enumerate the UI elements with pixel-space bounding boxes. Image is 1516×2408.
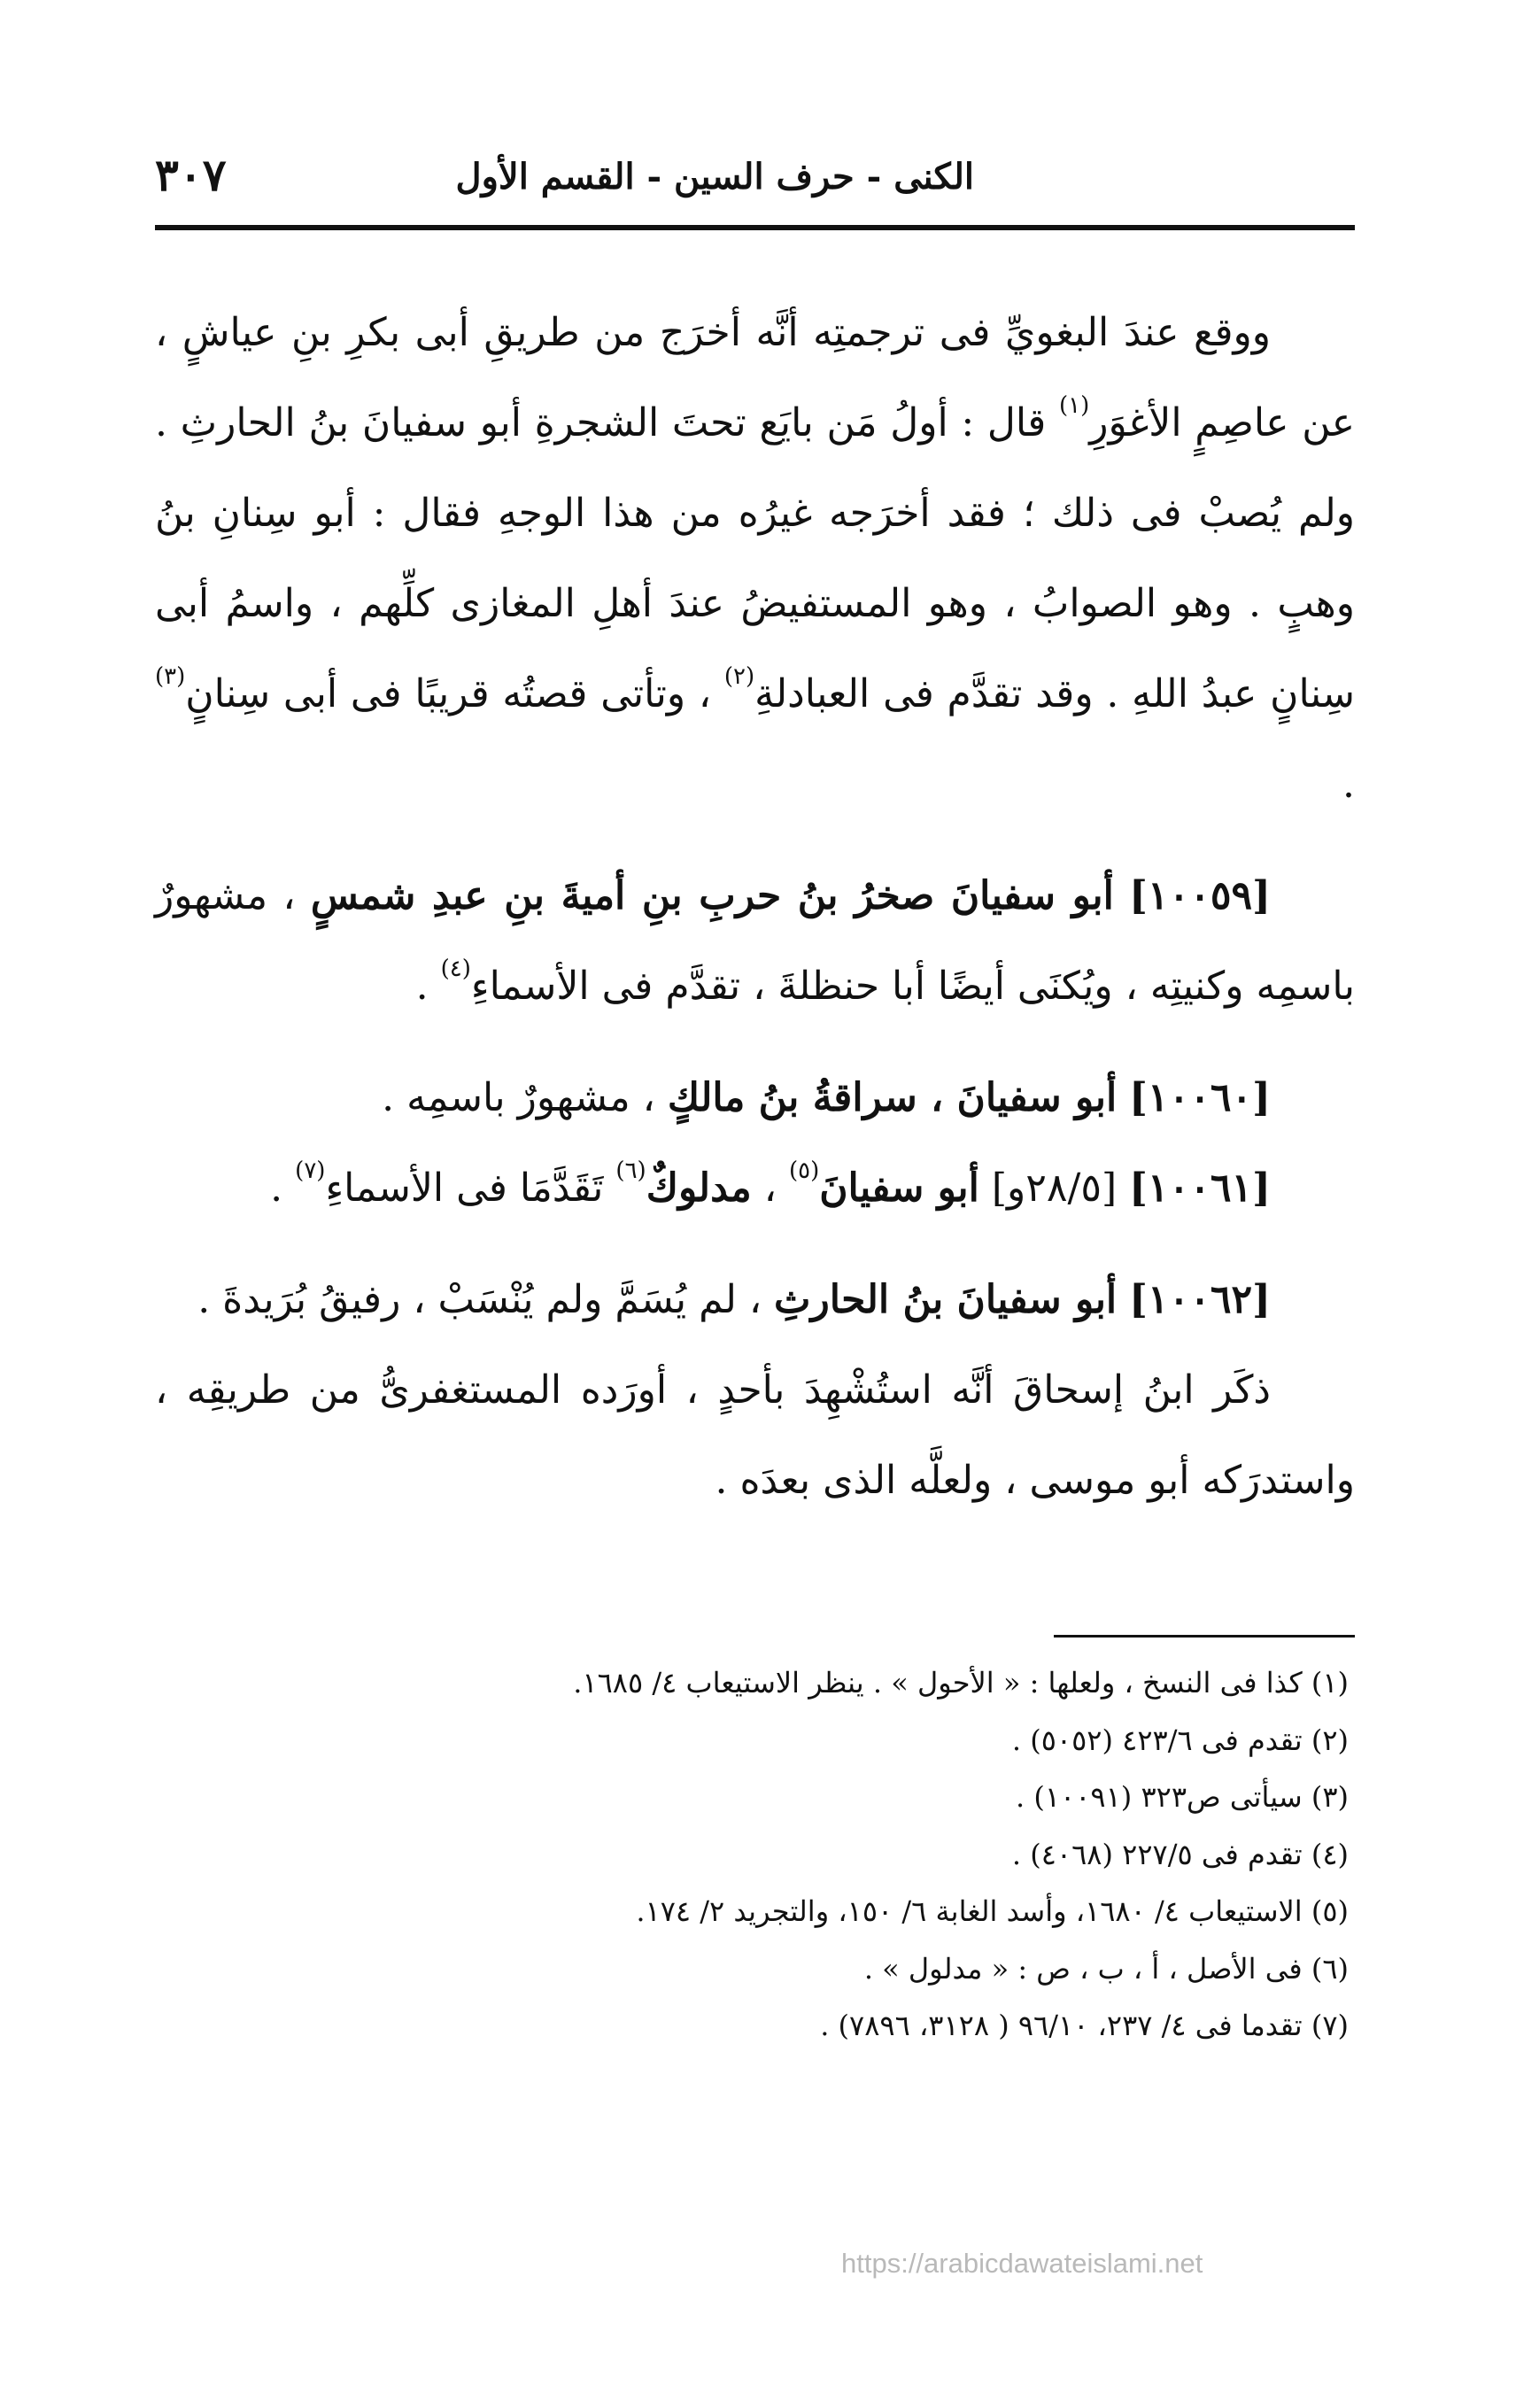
footnote-ref-2: (٢) xyxy=(723,663,755,690)
main-text xyxy=(155,288,1355,1526)
paragraph-closing: ذكَر ابنُ إسحاقَ أنَّه استُشْهِدَ بأحدٍ ، أورَده المستغفرىُّ من طريقِه ، واستدرَكه أبو موسى ، ولعلَّه الذى بعدَه . xyxy=(155,1367,1355,1503)
entry-name: أبو سفيانَ بنُ الحارثِ xyxy=(774,1277,1118,1322)
entry-name: أبو سفيانَ صخرُ بنُ حربِ بنِ أميةَ بنِ عبدِ شمسٍ xyxy=(310,873,1114,918)
page-number: ٣٠٧ xyxy=(155,149,227,201)
manuscript-ref: [٢٨/٥و] xyxy=(978,1165,1130,1211)
footnote-4: (٤) تقدم فى ٢٢٧/٥ (٤٠٦٨) . xyxy=(1011,1837,1349,1871)
paragraph-intro xyxy=(155,288,1355,830)
entry-text: تَقَدَّمَا فى الأسماءِ xyxy=(325,1165,616,1211)
footnote-2: (٢) تقدم فى ٤٢٣/٦ (٥٠٥٢) . xyxy=(1011,1723,1349,1757)
entry-number: [١٠٠٥٩] xyxy=(1129,873,1271,918)
entry-number: [١٠٠٦٠] xyxy=(1129,1075,1271,1120)
footnote-6: (٦) فى الأصل ، أ ، ب ، ص : « مدلول » . xyxy=(863,1951,1349,1986)
text-run: قال : أولُ مَن بايَع تحتَ الشجرةِ أبو سفيانَ بنُ الحارثِ . ولم يُصبْ فى ذلك ؛ فقد أخرَجه غيرُه من هذا الوجهِ فقال : أبو سِنانِ بنُ وهبٍ . وهو الصوابُ ، وهو المستفيضُ عندَ أهلِ المغازى كلِّهم ، واسمُ أبى سِنانٍ عبدُ اللهِ . وقد تقدَّم فى العبادلةِ xyxy=(155,400,1355,716)
text-run: . xyxy=(270,1165,296,1211)
footnote-ref-7: (٧) xyxy=(295,1158,326,1184)
entry-name: أبو سفيانَ ، سراقةُ بنُ مالكٍ xyxy=(667,1075,1118,1120)
footnote-ref-6: (٦) xyxy=(615,1158,646,1184)
text-run: . xyxy=(1342,762,1355,807)
watermark-url: https://arabicdawateislami.net xyxy=(841,2248,1203,2279)
footnote-1: (١) كذا فى النسخ ، ولعلها : « الأحول » . ينظر الاستيعاب ٤/ ١٦٨٥. xyxy=(573,1666,1349,1700)
text-run: ووقع عندَ البغويِّ فى ترجمتِه أنَّه أخرَج من طريقِ أبى بكرِ بنِ عياشٍ ، عن عاصِمٍ الأغوَرِ xyxy=(155,310,1355,445)
entry-10059 xyxy=(155,851,1355,1032)
header-rule xyxy=(155,225,1355,230)
footnotes xyxy=(155,1654,1349,2055)
entry-number: [١٠٠٦٢] xyxy=(1129,1277,1271,1322)
entry-text: ، مشهورٌ باسمِه . xyxy=(382,1075,668,1120)
footnote-3: (٣) سيأتى ص٣٢٣ (١٠٠٩١) . xyxy=(1016,1780,1349,1814)
text-run: . xyxy=(415,964,441,1009)
running-head xyxy=(155,149,1355,220)
entry-number: [١٠٠٦١] xyxy=(1129,1165,1271,1211)
footnote-5: (٥) الاستيعاب ٤/ ١٦٨٠، وأسد الغابة ٦/ ١٥٠، والتجريد ٢/ ١٧٤. xyxy=(636,1894,1349,1928)
footnote-7: (٧) تقدما فى ٤/ ٢٣٧، ٩٦/١٠ ( ٣١٢٨، ٧٨٩٦) . xyxy=(820,2009,1349,2042)
entry-text: ، مشهورٌ باسمِه وكنيتِه ، ويُكنَى أيضًا أبا حنظلةَ ، تقدَّم فى الأسماءِ xyxy=(155,873,1355,1009)
entry-name-2: مدلوكٌ xyxy=(646,1165,752,1211)
text-run: ، xyxy=(751,1165,789,1211)
footnote-ref-4: (٤) xyxy=(440,956,471,982)
footnote-rule xyxy=(1054,1635,1355,1638)
entry-name: أبو سفيانَ xyxy=(819,1165,979,1211)
entry-10060 xyxy=(155,1053,1355,1143)
entry-10062 xyxy=(155,1255,1355,1345)
text-run: ، وتأتى قصتُه قريبًا فى أبى سِنانٍ xyxy=(185,671,724,716)
footnote-ref-3: (٣) xyxy=(155,663,186,690)
entry-text: ، لم يُسَمَّ ولم يُنْسَبْ ، رفيقُ بُرَيدةَ . xyxy=(197,1277,775,1322)
entry-10061 xyxy=(155,1143,1355,1234)
footnote-ref-5: (٥) xyxy=(788,1158,820,1184)
running-title: الكنى - حرف السين - القسم الأول xyxy=(455,156,974,197)
footnote-ref-1: (١) xyxy=(1058,392,1090,419)
